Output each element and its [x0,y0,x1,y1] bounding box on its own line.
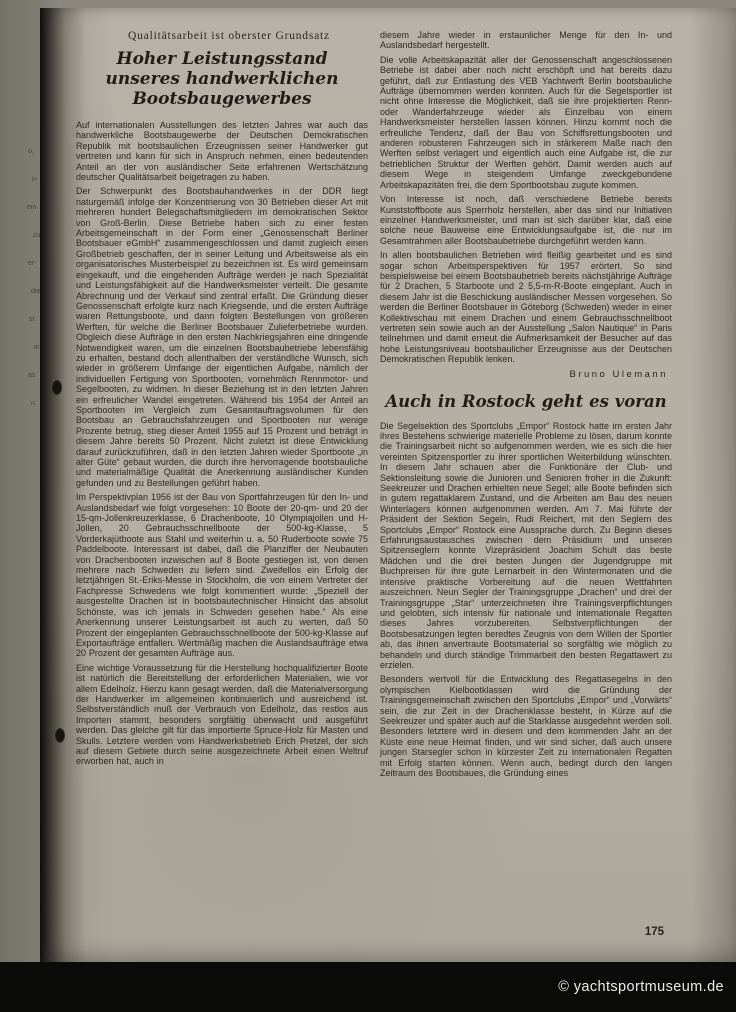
paragraph: Die volle Arbeitskapazität aller der Genossenschaft angeschlossenen Betriebe ist dabei aber noch nicht erschöpft und hat bereits dazu geführt, daß zur Entlastung des VEB Yachtwerft Berlin bootsbauliche Aufträge übernommen werden konnten. Auch für die Segelsportler ist nicht ohne Interesse die Möglichkeit, daß sie ihre projektierten Renn- oder Wanderfahrzeuge wieder als Einzelbau von einem Handwerksmeister herstellen lassen können. Hinzu kommt noch die erfreuliche Tendenz, daß der Bau von Schiffsrettungsbooten und anderen robusteren Fahrzeugen sich in stärkerem Maße nach den Werften selbst verlagert und eigentlich auch eine Aufgabe ist, die zur betrieblichen Struktur der Werften gehört. Damit werden auch auf diesem Wege in steigendem Umfange zweckgebundene Arbeitskapazitäten frei, die dem Sportbootsbau zugute kommen. [380,54,672,190]
edge-fragment: er- [28,260,37,267]
left-column [76,30,368,946]
paragraph: Besonders wertvoll für die Entwicklung des Regattasegelns in den olympischen Kielbootklassen wird die Gründung der Trainingsgemeinschaft zwischen den Sportclubs „Empor“ und „Vorwärts“ sein, die zur Zeit in der Drachenklasse besteht, in Kürze auf die Seekreuzer und später auch auf die Starklasse ausgedehnt werden soll. Besonders letztere wird in diesem und dem kommenden Jahr an der Küste eine neue Heimat finden, und wir sind sicher, daß auch unsere jungen Starsegler schon in kürzester Zeit zu internationalen Regatten mit Erfolg starten können. Wenn auch, bedingt durch den langen Zeitraum des Bootsbaues, die Gründung eines [380,674,672,778]
right-column [380,30,672,920]
punch-hole-bottom [55,728,65,743]
edge-fragment: n. [31,400,37,407]
punch-hole-top [52,380,62,395]
paragraph: Auf internationalen Ausstellungen des letzten Jahres war auch das handwerkliche Bootsbaugewerbe der Deutschen Demokratischen Republik mit bootsbaulichen Erzeugnissen seiner Handwerker gut vertreten und kann für sich in Anspruch nehmen, einen bedeutenden Anteil an der von ausländischer Seite erfahrenen Wertschätzung deutscher Qualitätsarbeit beigetragen zu haben. [76,120,368,183]
rostock-article-title: Auch in Rostock geht es voran [385,391,667,411]
watermark-text: © yachtsportmuseum.de [558,979,724,995]
watermark-bar [0,962,736,1012]
article-title-line1: Hoher Leistungsstand [116,49,328,69]
edge-fragment: zu [33,232,41,239]
paragraph: Die Segelsektion des Sportclubs „Empor“ Rostock hatte im ersten Jahr ihres Bestehens schwierige materielle Probleme zu lösen, darum konnte die Trainingsarbeit nicht so aufgenommen werden, wie es sich die hier vereinten Spitzensportler zu ihrer sportlichen Weiterbildung wünschten. In diesem Jahr schauen aber die Funktionäre der Club- und Sektionsleitung sowie die Junioren und Senioren froher in die Zukunft: Seekreuzer und Drachen erhielten neue Segel; alle Boote befinden sich in gutem regattaklarem Zustand, und die Arbeiten am Bau des neuen Winterlagers können aufgenommen werden. Am 7. Mai führte der Präsident der Sektion Segeln, Rudi Reichert, mit den Seglern des Sportclubs „Empor“ Rostock eine Aussprache durch. Zu Beginn dieses Erfahrungsaustausches zwischen dem Präsidium und unseren Spitzenseglern konnte Vizepräsident Joachim Schult das beste Mädchen und die drei besten Jungen der Jugendgruppe mit Buchpreisen für ihre gute Lernarbeit in den Wintermonaten und die intensive praktische Vorbereitung auf die neuen Wettfahrten auszeichnen. Neun Segler der Trainingsgruppe „Drachen“ und drei der Trainingsgruppe „Star“ unterzeichneten ihre Trainingsverpflichtungen und gelobten, sich intensiv für nationale und internationale Regatten dieses Jahres vorzubereiten. Selbstverpflichtungen der Bootsbesatzungen legten beredtes Zeugnis von dem Willen der Sportler ab, das ihnen anvertraute Bootsmaterial so sorgfältig wie möglich zu behandeln und durch ständige Trimmarbeit den besten Regattawert zu erzielen. [380,420,672,670]
author-signature: Bruno Ulemann [569,368,668,380]
paragraph: Im Perspektivplan 1956 ist der Bau von Sportfahrzeugen für den In- und Auslandsbedarf wie folgt vorgesehen: 10 Boote der 20-qm- und 20 der 15-qm-Jollenkreuzerklasse, 6 Drachenboote, 10 Olympiajollen und H-Jollen, 20 Gebrauchsschnellboote der 500-kg-Klasse, 5 Vorderkajütboote aus Stahl und weiterhin u. a. 50 Ruderboote sowie 75 Paddelboote. Interessant ist dabei, daß die Planziffer der Neubauten von Drachenbooten inzwischen auf 8 Boote gestiegen ist, von denen mehrere nach Schweden zu liefern sind. Zweifellos ein Erfolg der letztjährigen St.-Eriks-Messe in Stockholm, die von einem Vertreter der Fachpresse Schwedens wie folgt kommentiert wurde: „Speziell der ausgestellte Drachen ist in bootsbautechnischer Hinsicht das absolut Schönste, was ich jemals in Schweden gesehen habe.“ Als eine Anerkennung unserer Leistungsarbeit ist auch zu werten, daß 50 Prozent der eingeplanten Gebrauchsschnellboote der 500-kg-Klasse auf Exportaufträge entfallen. Wertmäßig machen die Auslandsaufträge etwa 20 Prozent der gesamten Aufträge aus. [76,492,368,659]
paragraph: Eine wichtige Voraussetzung für die Herstellung hochqualifizierter Boote ist natürlich die Bereitstellung der erforderlichen Materialien, wie vor allem Edelholz. Hierzu kann gesagt werden, daß die Materialversorgung der Handwerker im allgemeinen kontinuierlich und ausreichend ist. Selbstverständlich muß der Verbrauch von Edelholz, das restlos aus Importen stammt, besonders sorgfältig überwacht und ausgeführt werden. Das gleiche gilt für das importierte Spruce-Holz für Masten und Skulls. Letztere werden vom Handwerksbetrieb Erich Pretzel, der sich auf diesem Gebiete durch seine ausgezeichnete Arbeit einen Weltruf erworben hat, auch in [76,662,368,767]
edge-fragment: in [34,344,40,351]
edge-fragment: ein [27,204,37,211]
paragraph: Von Interesse ist noch, daß verschiedene Betriebe bereits Kunststoffboote aus Sperrholz herstellen, aber das sind nur Initiativen einzelner Handwerksmeister, und man ist sich darüber klar, daß eine solche neue Bauweise eine Entwicklungsaufgabe ist, die nur im Gesamtrahmen aller Bootsbaubetriebe durchgeführt werden kann. [380,194,672,246]
paragraph: Der Schwerpunkt des Bootsbauhandwerkes in der DDR liegt naturgemäß infolge der Konzentrierung von 30 Betrieben dieser Art mit mehreren hundert Belegschaftsmitgliedern im demokratischen Sektor von Groß-Berlin. Diese Betriebe haben sich zu einer festen Arbeitsgemeinschaft in der Form einer „Genossenschaft Berliner Bootsbauer eGmbH“ zusammengeschlossen und damit zugleich einen Großbetrieb geschaffen, der in seiner Leitung und Arbeitsweise als ein organisatorisches Musterbeispiel zu bezeichnen ist. Es wird gemeinsam eingekauft, und die eingehenden Aufträge werden je nach Spezialität und Leistungsfähigkeit auf die Handwerksmeister verteilt. Die gesamte Abrechnung und der Verkauf sind zentral erfaßt. Die Gründung dieser Genossenschaft erfolgte kurz nach Kriegsende, und die ersten Aufträge waren Rettungsboote, und dann folgten Bestellungen von größeren Werften, für welche die Berliner Bootsbauer Zulieferbetriebe wurden. Obgleich diese Aufträge in den ersten Nachkriegsjahren eine dringende Notwendigkeit waren, um die einzelnen Bootsbaubetriebe lebensfähig zu erhalten, bestand doch allenthalben der verständliche Wunsch, sich wieder in größerem Umfange der eigentlichen Aufgabe, nämlich der individuellen Fertigung von Sportbooten, vornehmlich Rennmotor- und Segelbooten, zu widmen. In dieser Beziehung ist in den letzten Jahren ein erfreulicher Wandel eingetreten. Während bis 1954 der Anteil an Sportbooten im Vergleich zum Gesamtauftragsvolumen für den Bootsbau an Gebrauchsfahrzeugen und Sportbooten nur wenige Prozente betrug, stieg dieser Anteil 1955 auf 15 Prozent und beträgt in diesem Jahre bereits 50 Prozent. Nicht zuletzt ist diese Entwicklung darauf zurückzuführen, daß in den letzten Jahren wieder Sportboote „in alter Güte“ gebaut wurden, die durch ihre hervorragende bootsbauliche und materialmäßige Qualität die Anerkennung ausländischer Kunden gefunden und zu Bestellungen geführt haben. [76,186,368,488]
paragraph: In allen bootsbaulichen Betrieben wird fleißig gearbeitet und es sind sogar schon Arbeitsperspektiven für 1957 erörtert. So sind beispielsweise bei einem Bootsbaubetrieb bereits nächstjährige Aufträge für 2 Drachen, 5 Starboote und 2 5,5-m-R-Boote eingeplant. Auch in diesem Jahr ist die Beschickung ausländischer Messen vorgesehen. So werden die Berliner Bootsbauer in Göteborg (Schweden) wieder in einer Kollektivschau mit einem Drachen und einem Gebrauchsschnellboot vertreten sein sowie auch an der Ausstellung „Salon Nautique“ in Paris teilnehmen und damit erneut die Aufmerksamkeit der Besucher auf das hohe Leistungsniveau bootsbaulicher Erzeugnisse aus der Deutschen Demokratischen Republik lenken. [380,250,672,365]
edge-fragment: n- [32,176,39,183]
edge-fragment: st [29,316,35,323]
article-title-line2: unseres handwerklichen Bootsbaugewerbes [105,69,339,109]
edge-fragment: o, [28,148,34,155]
edge-fragment: die [31,288,41,295]
page-number: 175 [644,926,664,938]
paragraph: diesem Jahre wieder in erstaunlicher Menge für den In- und Auslandsbedarf hergestellt. [380,30,672,51]
edge-fragment: as [28,372,36,379]
article-title [76,49,368,109]
magazine-page [40,8,736,962]
kicker: Qualitätsarbeit ist oberster Grundsatz [128,30,330,42]
